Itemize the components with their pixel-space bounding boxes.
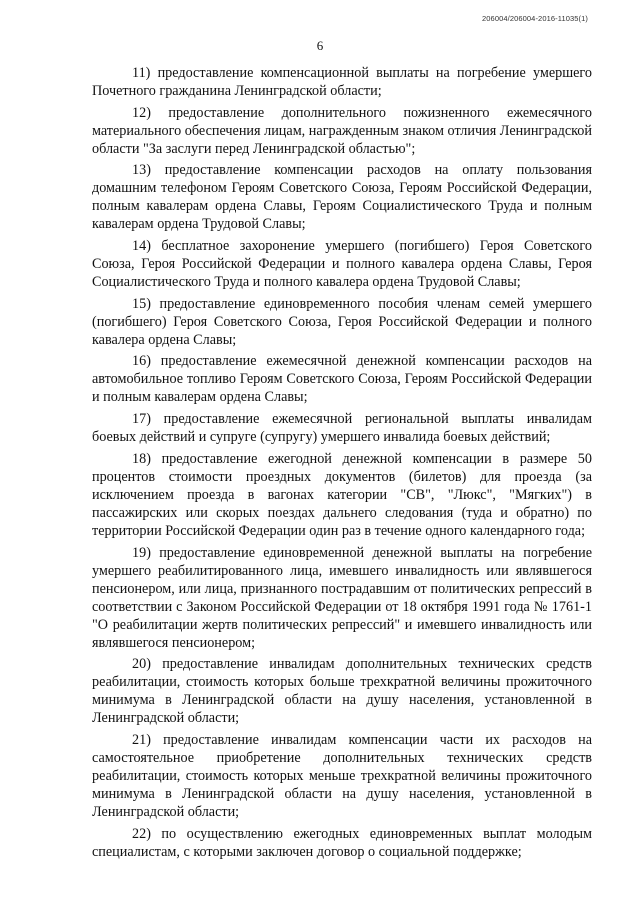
paragraph-item-14: 14) бесплатное захоронение умершего (погибшего) Героя Советского Союза, Героя Российской Федерации и полного кавалера ордена Славы, Героя Социалистического Труда и полного кавалера ордена Трудовой Славы; (92, 238, 592, 291)
paragraph-item-20: 20) предоставление инвалидам дополнительных технических средств реабилитации, стоимость которых больше трехкратной величины прожиточного минимума в Ленинградской области на душу населения, установленной в Ленинградской области; (92, 656, 592, 727)
paragraph-item-19: 19) предоставление единовременной денежной выплаты на погребение умершего реабилитированного лица, имевшего инвалидность или являвшегося пенсионером, или лица, признанного пострадавшим от политических репрессий в соответствии с Законом Российской Федерации от 18 октября 1991 года № 1761-1 "О реабилитации жертв политических репрессий" и имевшего инвалидность или являвшегося пенсионером; (92, 544, 592, 651)
page-number: 6 (316, 38, 324, 53)
paragraph-item-22: 22) по осуществлению ежегодных единовременных выплат молодым специалистам, с которыми заключен договор о социальной поддержке; (92, 825, 592, 860)
document-id: 206004/206004-2016-11035(1) (482, 14, 588, 23)
paragraph-item-18: 18) предоставление ежегодной денежной компенсации в размере 50 процентов стоимости проездных документов (билетов) для проезда (за исключением проезда в вагонах категории "СВ", "Люкс", "Мягких") в пассажирских или скорых поездах дальнего следования (туда и обратно) по территории Российской Федерации один раз в течение одного календарного года; (92, 450, 592, 539)
paragraph-item-15: 15) предоставление единовременного пособия членам семей умершего (погибшего) Героя Советского Союза, Героя Российской Федерации и полного кавалера ордена Славы; (92, 295, 592, 348)
paragraph-item-11: 11) предоставление компенсационной выплаты на погребение умершего Почетного гражданина Ленинградской области; (92, 65, 592, 99)
paragraph-item-12: 12) предоставление дополнительного пожизненного ежемесячного материального обеспечения лицам, награжденным знаком отличия Ленинградской области "За заслуги перед Ленинградской областью"; (92, 104, 592, 157)
document-body (92, 64, 592, 864)
paragraph-item-17: 17) предоставление ежемесячной региональной выплаты инвалидам боевых действий и супруге (супругу) умершего инвалида боевых действий; (92, 411, 592, 446)
paragraph-item-16: 16) предоставление ежемесячной денежной компенсации расходов на автомобильное топливо Героям Советского Союза, Героям Российской Федерации и полным кавалерам ордена Славы; (92, 353, 592, 406)
paragraph-item-21: 21) предоставление инвалидам компенсации части их расходов на самостоятельное приобретение дополнительных технических средств реабилитации, стоимость которых меньше трехкратной величины прожиточного минимума в Ленинградской области на душу населения, установленной в Ленинградской области; (92, 731, 592, 820)
paragraph-item-13: 13) предоставление компенсации расходов на оплату пользования домашним телефоном Героям Советского Союза, Героям Российской Федерации, полным кавалерам ордена Славы, Героям Социалистического Труда и полным кавалерам ордена Трудовой Славы; (92, 162, 592, 233)
